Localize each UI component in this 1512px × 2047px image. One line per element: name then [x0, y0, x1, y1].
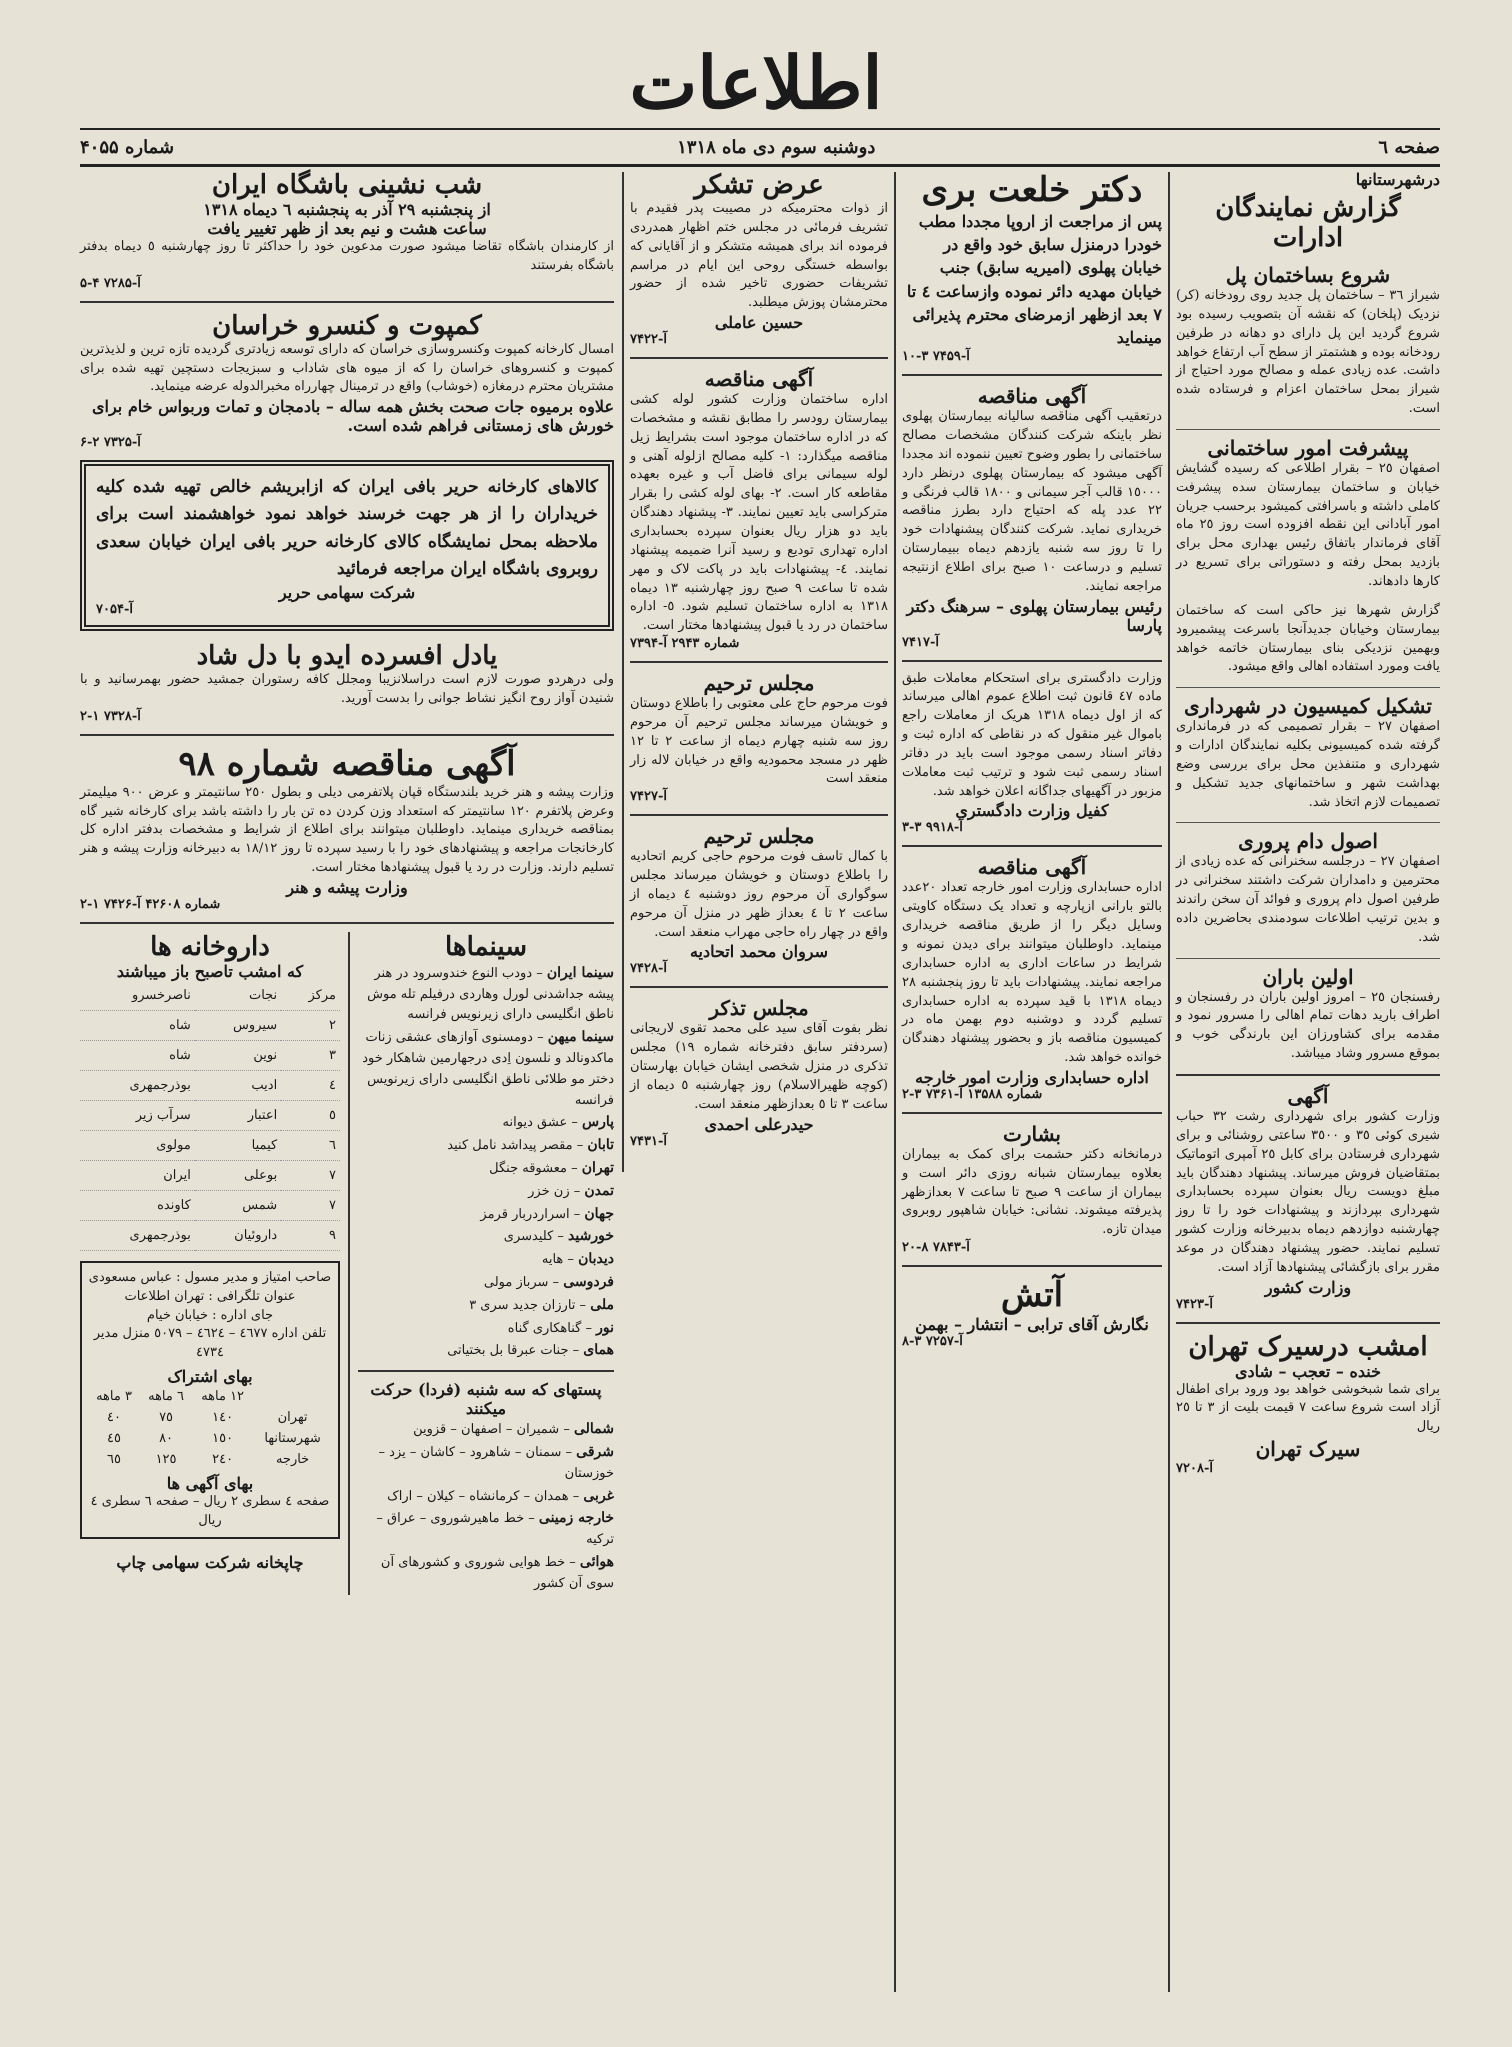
ad-body: از کارمندان باشگاه تقاضا میشود صورت مدعوین خود را حداکثر تا روز چهارشنبه ٥ دیماه بدفتر باشگاه بفرستند — [80, 239, 614, 273]
ad-code: آ-۷۴۲۷ — [630, 789, 667, 805]
publisher-line: صاحب امتیاز و مدیر مسول : عباس مسعودی — [88, 1269, 332, 1285]
ad-title: آگهی مناقصه — [977, 384, 1087, 409]
column-rule — [622, 172, 624, 1172]
ad-memorial — [630, 824, 888, 976]
ad-body: وزارت پیشه و هنر خرید بلندستگاه قپان پلاتفرمی دیلی و بطول ٢٥٠ سانتیمتر و عرض ٩٠٠ میلیمتر وعرض پلاتفرم ١٢٠ سانتیمتر که استعداد وزن کردن ده تن بار را داشته باشد برای کارخانه شیر گاه بمناقصه خریداری مینماید. داوطلبان میتوانند برای اطلاع از شرایط و مشخصات بدفتر اداره کل کارخانجات مراجعه و پیشنهادهای خود را با رسید سپرده تا روز ١٨/١٢ به دبیرخانه وزارت پیشه و هنر تسلیم دارند. وزارت در رد یا قبول پیشنهادها مختار است. — [80, 784, 615, 876]
section-title: گزارش نمایندگان ادارات — [1215, 193, 1401, 253]
ad-title: آگهی مناقصه — [977, 855, 1087, 880]
ad-body: نگارش آقای ترابی – انتشار – بهمن — [915, 1315, 1149, 1335]
ad-body: نظر بفوت آقای سید علی محمد تقوی لاریجانی (سردفتر سابق دفترخانه شماره ١٩) مجلس تذکری در منزل شخصی ایشان خیابان بهارستان (کوچه ظهیرالاسلام) روز چهارشنبه ٥ دیماه از ساعت ٣ تا ٥ بعدازظهر منعقد است. — [630, 1021, 888, 1112]
ad-title: آگهی — [1287, 1084, 1329, 1108]
ad-body: ولی درهردو صورت لازم است دراسلانزیبا ومجلل کافه رستوران جمشید حضور بهمرسانید و با شنیدن آواز روح انگیز نشاط جوانی را بدست آورید. — [80, 671, 614, 706]
news-headline: تشکیل کمیسیون در شهرداری — [1184, 694, 1432, 719]
ad-code: آ-۷۴۲۸ — [630, 961, 667, 977]
news-item — [1176, 436, 1440, 592]
post-item: شرقی – سمنان – شاهرود – کاشان – یزد – خوزستان — [378, 1444, 614, 1481]
news-headline: اصول دام پروری — [1238, 829, 1378, 854]
news-item — [1176, 829, 1440, 947]
ad-line: علاوه برمیوه جات صحت بخش همه ساله – بادمجان و تمات وربواس خام برای خورش های زمستانی فراهم شده است. — [92, 397, 614, 436]
issue-number: شماره ۴۰۵۵ — [80, 136, 175, 158]
ad-price-title: بهای آگهی ها — [166, 1474, 254, 1494]
cinema-item: سینما ایران – دودب النوع خندوسرود در هنر پیشه جداشدنی لورل وهاردی درفیلم تله موش ناطق انگلیسی دارای زیرنویس فرانسه — [367, 964, 614, 1023]
news-item — [1176, 965, 1440, 1064]
publisher-line: تلفن اداره ٤٦٧٧ – ٤٦٢٤ – ٥٠٧٩ منزل مدیر ٤٧٣٤ — [93, 1326, 327, 1361]
ad-body: برای شما شبخوشی خواهد بود ورود برای اطفال آزاد است شروع ساعت ٧ قیمت بلیت از ٣ تا ٢٥ ریال — [1176, 1381, 1440, 1435]
cinema-item: نور – گناهکاری گناه — [507, 1319, 614, 1336]
column-rule — [1168, 172, 1170, 1992]
ad-memorial — [630, 996, 888, 1148]
pharmacy-listing — [80, 932, 340, 1595]
subscription-table — [88, 1386, 332, 1470]
table-header: ١٢ ماهه ٦ ماهه ٣ ماهه — [96, 1389, 245, 1405]
ad-code: آ-۷۲۸۵ ۴-۵ — [80, 275, 141, 291]
news-headline: اولین باران — [1262, 964, 1354, 989]
table-row: ٧ بوعلی ایران — [80, 1160, 340, 1190]
ad-tender-hospital — [902, 384, 1162, 649]
ad-signature: وزارت کشور — [1264, 1277, 1352, 1297]
ad-code: آ-۷۰۵۴ — [96, 601, 133, 617]
ad-circus — [1176, 1332, 1440, 1477]
ad-title: دکتر خلعت بری — [921, 170, 1143, 210]
ad-code: آ-۹۹۱۸ ۳-۳ — [902, 820, 963, 836]
ad-title: یادل افسرده ایدو با دل شاد — [196, 640, 498, 671]
ad-clinic — [902, 1122, 1162, 1255]
ad-body: اداره ساختمان وزارت کشور لوله کشی بیمارستان رودسر را مطابق نقشه و مشخصات که در اداره ساختمان موجود است بشرایط زیل مناقصه میگذارد: ١- کلیه مصالح ازلوله آهنی و لوله سیمانی برای فاضل آب و غیره بعهده مقاطعه کار است. ٢- بهای لوله کشی را بقرار مترکراسی باید تعیین نمایند. ٣- پیشنهاد دهندگان باید دو هزار ریال بعنوان سپرده بحسابداری اداره تهداری تودیع و رسید آنرا ضمیمه پیشنهاد نمایند. ٤- پیشنهادات باید در پاکت لاک و مهر شده تا ساعت ٩ صبح روز چهارشنبه ١٣ دیماه ١٣١٨ به اداره ساختمان تسلیم شود. ٥- اداره ساختمان در رد یا قبول پیشنهادها مختار است. — [630, 392, 888, 634]
cinema-item: ملی – تارزان جدید سری ٣ — [469, 1296, 614, 1313]
ad-body: درتعقیب آگهی مناقصه سالیانه بیمارستان پهلوی نظر باینکه شرکت کنندگان مشخصات مصالح ساختمانی را بطور وضوح تعیین ننموده اند مجددا آگهی میشود که بیمارستان پهلوی درنظر دارد ١٥٠٠٠ قالب آجر سیمانی و ١٨٠٠ قالب فرنگی و ٢٢ عدد پله که احتیاج دارد بطرز مناقصه خریداری نماید. شرکت کنندگان پیشنهادات خود را تا روز سه شنبه یازدهم دیماه ببیمارستان تسلیم و درساعت ١٠ صبح برای اطلاع ازنتیجه مراجعه نمایند. — [902, 409, 1162, 594]
table-row: ٤ ادیب بوذرجمهری — [80, 1070, 340, 1100]
table-row: ٧ شمس کاونده — [80, 1190, 340, 1220]
news-body: اصفهان ٢٧ – درجلسه سخنرانی که عده زیادی از محترمین و دامداران شرکت داشتند سخنرانی در طرفین اصول دام پروری و فوائد آن سخن راندند و بدین ترتیب اطلاعات سودمندی بحاضرین داده شد. — [1176, 854, 1441, 945]
cinema-listing — [358, 932, 614, 1595]
cinema-item: خورشید – کلیدسری — [503, 1228, 614, 1245]
pharmacy-table — [80, 981, 340, 1251]
table-row: تهران ١٤٠ ٧٥ ٤٠ — [107, 1410, 308, 1426]
news-body: شیراز ٣٦ – ساختمان پل جدید روی رودخانه (کر) نزدیک (پلخان) که نقشه آن بتصویب رسیده بود شروع گردید این پل دارای دو دهانه در طرفین رودخانه بوده و هشتمتر از سطح آب ارتفاع خواهد داشت. عده زیادی عمله و مصالح مورد احتیاج از شیراز بمحل ساختمان اعزام و فرستاده شده است. — [1176, 288, 1440, 417]
column-provinces — [1176, 170, 1440, 1486]
ad-title: مجلس تذکر — [709, 996, 809, 1021]
ad-code: شماره ۴۲۶۰۸ آ-۷۴۲۶ ۱-۲ — [80, 896, 221, 912]
ad-subtitle: خنده – تعجب – شادی — [1235, 1361, 1381, 1381]
ad-price: صفحه ٤ سطری ٢ ریال – صفحه ٦ سطری ٤ ریال — [90, 1494, 330, 1528]
pharmacy-title: داروخانه ها — [150, 931, 270, 962]
ad-code: آ-۷۴۱۷ — [902, 634, 939, 650]
ad-silk — [80, 460, 614, 631]
ad-code: آ-۷۴۲۲ — [630, 332, 667, 348]
ad-registration — [902, 670, 1162, 836]
ad-title: مجلس ترحیم — [703, 824, 815, 849]
ad-title: آتش — [1000, 1275, 1064, 1316]
ad-body: فوت مرحوم حاج علی معتوبی را باطلاع دوستان و خویشان میرساند مجلس ترحیم آن مرحوم روز سه شنبه چهارم دیماه از ساعت ٢ تا ١٢ ظهر در مسجد محمودیه واقع در خیابان لاله زار منعقد است — [630, 696, 889, 787]
table-row: ٩ داروئیان بوذرجمهری — [80, 1220, 340, 1250]
bottom-listings — [80, 932, 614, 1595]
ad-memorial — [630, 671, 888, 804]
ad-body: وزارت کشور برای شهرداری رشت ٣٢ حباب شیری کوئی ٣٥ و ٣٥٠٠ ساعتی روشنائی و برای شهرداری فرستادن برای کابل ٢٥ آمپری اتوماتیک بمتقاضیان فروش میرساند. پیشنهاد دهندگان باید مبلغ دویست ریال بعنوان سپرده بحسابداری شهرداری بپردازند و پیشنهادات خود را تا روز چهارشنبه دوازدهم دیماه بدبیرخانه وزارت کشور تسلیم نمایند. حضور پیشنهاد دهندگان در موعد مقرر برای بازگشائی پیشنهادها آزاد است. — [1176, 1109, 1440, 1275]
table-row: ٢ سیروس شاه — [80, 1010, 340, 1040]
column-ads — [80, 170, 614, 1595]
cinema-item: فردوسی – سرباز مولی — [483, 1274, 614, 1291]
cinema-item: تهران – معشوقه جنگل — [489, 1160, 614, 1177]
ad-signature: اداره حسابداری وزارت امور خارجه — [915, 1067, 1149, 1087]
section-label: درشهرستانها — [1355, 170, 1440, 189]
column-thanks — [630, 170, 888, 1159]
column-rule — [348, 932, 350, 1595]
ad-tender-98 — [80, 744, 614, 912]
ad-line: ساعت هشت و نیم بعد از ظهر تغییر یافت — [207, 219, 487, 238]
ad-tender-pipes — [630, 367, 888, 651]
ad-body: امسال کارخانه کمپوت وکنسروسازی خراسان که دارای توسعه زیادتری گردیده تازه ترین و لذیذترین کمپوت و کنسروهای خراسان را که از میوه های شاداب و سبزیجات دستچین تهیه شده برای مشتریان محترم درمغازه (خوشاب) واقع در ترمینال چهارراه مخبرالدوله عرضه مینماید. — [80, 341, 614, 395]
post-item: هوائی – خط هوایی شوروی و کشورهای آن سوی آن کشور — [380, 1554, 614, 1591]
column-notices — [902, 170, 1162, 1359]
ad-title: بشارت — [1003, 1121, 1061, 1146]
news-body: اصفهان ٢٥ – بقرار اطلاعی که رسیده گشایش خیابان و ساختمان بیمارستان سده پیشرفت کاملی داشته و باسرافتی کمیشود برحسب جریان امور آبادانی این نقطه افزوده است روز ٢٥ ماه آقای فرماندار باتفاق رئیس بهداری محل برای بازدید بمحل رفته و دستوراتی برای تسریع در کارها دادهاند. — [1176, 460, 1441, 589]
ad-signature: سروان محمد اتحادیه — [689, 942, 829, 962]
post-item: غربی – همدان – کرمانشاه – کیلان – اراک — [387, 1487, 614, 1504]
ad-signature: سیرک تهران — [1255, 1437, 1361, 1462]
ad-line: از پنجشنبه ٢٩ آذر به پنجشنبه ٦ دیماه ١٣١٨ — [203, 200, 491, 219]
ad-body: کالاهای کارخانه حریر بافی ایران که ازابریشم خالص تهیه شده کلیه خریداران را از هر جهت خرسند خواهد نمود خواهشمند است برای ملاحظه بمحل نمایشگاه کالای کارخانه حریر بافی ایران خیابان سعدی روبروی باشگاه ایران مراجعه فرمائید — [96, 477, 598, 579]
cinema-item: پارس – عشق دیوانه — [502, 1114, 614, 1131]
post-item: خارجه زمینی – خط ماهیرشوروی – عراق – ترکیه — [376, 1510, 614, 1548]
ad-compote — [80, 311, 614, 451]
ad-book — [902, 1275, 1162, 1349]
pharmacy-subtitle: که امشب تاصبح باز میباشند — [116, 961, 304, 981]
cinema-item: جهان – اسراردربار قرمز — [480, 1205, 614, 1222]
subscription-title: بهای اشتراک — [167, 1367, 253, 1387]
ad-code: آ-۷۸۴۳ ۸-۲۰ — [902, 1240, 970, 1256]
publisher-line: عنوان تلگرافی : تهران اطلاعات — [124, 1288, 296, 1304]
table-row: خارجه ٢٤٠ ١٢٥ ٦٥ — [107, 1452, 310, 1468]
ad-code: آ-۷۳۲۸ ۱-۲ — [80, 708, 141, 724]
ad-code: آ-۷۲۰۸ — [1176, 1461, 1213, 1477]
ad-doctor — [902, 170, 1162, 364]
ad-body: پس از مراجعت از اروپا مجددا مطب خودرا درمنزل سابق خود واقع در خیابان پهلوی (امیریه سابق) جنب خیابان مهدیه دائر نموده وازساعت ٤ تا ٧ بعد ازظهر ازمرضای محترم پذیرائی مینماید — [906, 212, 1162, 347]
cinema-item: سینما میهن – دومسنوی آوازهای عشقی زنات ماکدونالد و نلسون اِدی درجهارمین شاهکار خود دختر مو طلائی ناطق انگلیسی دارای زیرنویس فرانسه — [362, 1029, 614, 1108]
ad-thanks — [630, 170, 888, 347]
ad-signature: رئیس بیمارستان پهلوی – سرهنگ دکتر پارسا — [906, 596, 1162, 635]
ad-code: آ-۷۲۵۷ ۳-۸ — [902, 1334, 963, 1350]
news-headline: شروع بساختمان پل — [1225, 263, 1391, 287]
ad-body: وزارت دادگستری برای استحکام معاملات طبق ماده ٤٧ قانون ثبت اطلاع عموم اهالی میرساند که از اول دیماه ١٣١٨ هریک از معاملات راجع باموال غیر منقول که در نقاطی که اداره ثبت و دفاتر اسناد رسمی موجود است باید در دفاتر اسناد رسمی ثبت شود و ترتیب ثبت معاملات مزبور در آگهیهای جداگانه اعلان خواهد شد. — [902, 670, 1162, 799]
ad-title: آگهی مناقصه — [704, 367, 814, 392]
ad-title: امشب درسیرک تهران — [1188, 1331, 1428, 1362]
ad-body: اداره حسابداری وزارت امور خارجه تعداد ٢٠عدد بالتو بارانی ازپارچه و تعداد یک دستگاه کاویتی وسایل دیگر را از طریق مناقصه خریداری مینماید. داوطلبان میتوانند برای دیدن نمونه و شرایط در ساعات اداری به اداره حسابداری مراجعه نمایند. پیشنهادات باید تا روز پنجشنبه ٢٨ دیماه ١٣١٨ با قید سپرده به اداره حسابداری تسلیم گردد و دوشنبه دوم بهمن ماه در کمیسیون مناقصه باز و بحضور پیشنهاد دهندگان خوانده خواهد شد. — [902, 880, 1163, 1066]
cinema-item: همای – جنات عبرقا بل بختیاتی — [447, 1342, 614, 1359]
ad-signature: حسین عاملی — [714, 313, 804, 333]
news-item — [1176, 694, 1440, 812]
date-bar — [80, 128, 1440, 167]
table-header: مرکز نجات ناصرخسرو — [80, 981, 340, 1011]
ad-body: درمانخانه دکتر حشمت برای کمک به بیماران بعلاوه بیمارستان شبانه روزی دائر است و بیماران از ساعت ٩ صبح تا ساعت ٧ بعدازظهر پذیرفته میشوند. نشانی: خیابان شاهپور روبروی میدان تازه. — [902, 1146, 1162, 1238]
cinema-title: سینماها — [444, 931, 527, 962]
news-item — [1176, 602, 1440, 677]
news-headline: پیشرفت امور ساختمانی — [1207, 435, 1409, 460]
news-item — [1176, 263, 1440, 419]
ad-body: با کمال تاسف فوت مرحوم حاجی کریم اتحادیه را باطلاع دوستان و خویشان میرساند مجلس سوگواری آن مرحوم روز دوشنبه ٤ دیماه از ساعت ٢ تا ٤ بعداز ظهر در منزل آن مرحوم واقع در چهار راه حاجی مهراب منعقد است. — [630, 849, 888, 940]
ad-body: از ذوات محترمیکه در مصیبت پدر فقیدم با تشریف فرمائی در مجلس ختم اظهار همدردی فرموده اند برای همیشه متشکر و از آقایانی که بواسطه خستگی روحی این ایام در مراسم تشریفات حضوری تاخیر شده از حضور محترمشان پوزش میطلبد. — [630, 201, 888, 311]
ad-signature: کفیل وزارت دادگستری — [955, 801, 1109, 821]
ad-code: آ-۷۳۲۵ ۲-۶ — [80, 435, 141, 451]
ad-title: کمپوت و کنسرو خراسان — [212, 310, 482, 341]
ad-title: عرض تشکر — [694, 170, 824, 200]
ad-tender-foreign — [902, 855, 1162, 1101]
ad-code: شماره ۲۹۴۳ آ-۷۳۹۴ — [630, 636, 740, 652]
cinema-item: تابان – مقصر پیداشد نامل کنید — [447, 1137, 614, 1154]
ad-signature: شرکت سهامی حریر — [278, 582, 416, 602]
ad-club — [80, 170, 614, 291]
ad-title: مجلس ترحیم — [703, 671, 815, 696]
cinema-item: تمدن – زن خزر — [528, 1182, 614, 1199]
ad-ministry — [1176, 1084, 1440, 1312]
ad-code: آ-۷۴۵۹ ۳-۱۰ — [902, 349, 970, 365]
table-row: ٣ نوین شاه — [80, 1040, 340, 1070]
page-number: صفحه ٦ — [1378, 136, 1440, 158]
news-body: اصفهان ٢٧ – بقرار تصمیمی که در فرمانداری گرفته شده کمیسیونی بکلیه نمایندگان ادارات و شهرداری و متنفذین محل برای بررسی وضع بهداشت شهر و ساختمانهای جدید تشکیل و تصمیمات لازم اتخاذ شد. — [1176, 719, 1441, 810]
ad-code: شماره ۱۳۵۸۸ آ-۷۳۶۱ ۳-۲ — [902, 1086, 1043, 1102]
cinema-item: دیدبان – هایه — [541, 1251, 614, 1268]
issue-date: دوشنبه سوم دی ماه ۱۳۱۸ — [677, 136, 876, 158]
column-rule — [894, 172, 896, 1992]
news-body: گزارش شهرها نیز حاکی است که ساختمان بیمارستان وخیابان جدیدآنجا باسرعت پیشمیرود وبهمین نزدیکی بنای بیمارستان خاتمه خواهد یافت ومورد استفاده اهالی واقع میشود. — [1176, 602, 1440, 675]
post-title: پستهای که سه شنبه (فردا) حرکت میکنند — [370, 1380, 602, 1419]
table-row: ٥ اعتبار سرآب زیر — [80, 1100, 340, 1130]
post-item: شمالی – شمیران – اصفهان – قزوین — [413, 1421, 614, 1438]
ad-signature: وزارت پیشه و هنر — [286, 877, 408, 897]
publisher-box — [80, 1261, 340, 1539]
ad-signature: حیدرعلی احمدی — [704, 1114, 814, 1134]
ad-title: شب نشینی باشگاه ایران — [211, 170, 483, 200]
table-row: شهرستانها ١٥٠ ٨٠ ٤٥ — [107, 1431, 321, 1447]
ad-code: آ-۷۴۳۱ — [630, 1133, 667, 1149]
ad-title: آگهی مناقصه شماره ۹۸ — [178, 743, 516, 784]
news-body: رفسنجان ٢٥ – امروز اولین باران در رفسنجان و اطراف بارید دهات تمام اهالی را مسرور نمود و مقدمه برای کشاورزان این بارندگی خوب و بموقع مسرور وشاد میباشد. — [1176, 989, 1441, 1062]
ad-cafe — [80, 641, 614, 724]
masthead: اطلاعات — [629, 40, 883, 125]
publisher-line: جای اداره : خیابان خیام — [146, 1307, 274, 1323]
table-row: ٦ کیمیا مولوی — [80, 1130, 340, 1160]
printer: چاپخانه شرکت سهامی چاپ — [116, 1552, 304, 1572]
ad-code: آ-۷۴۲۳ — [1176, 1296, 1213, 1312]
